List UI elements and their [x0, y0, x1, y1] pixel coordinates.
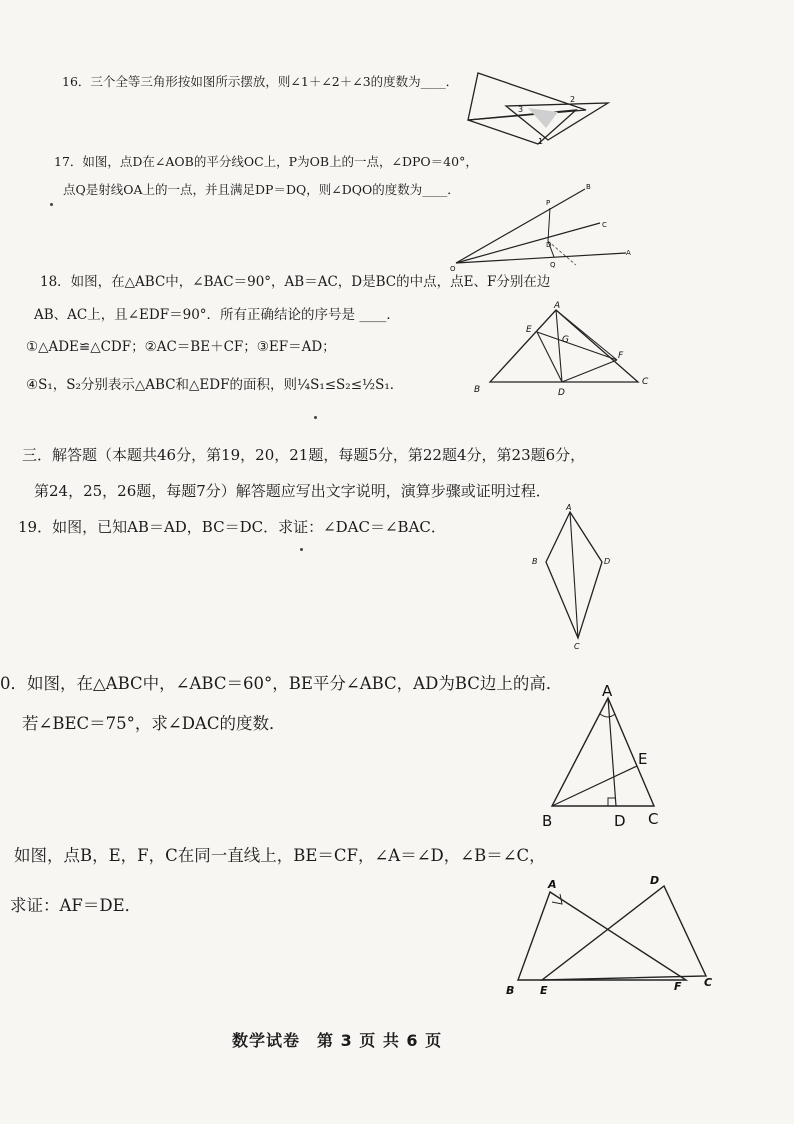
- q20-angle-arc: [600, 714, 615, 717]
- q17-label-B: B: [586, 183, 591, 191]
- speck: [300, 548, 303, 551]
- q21-label-B: B: [506, 984, 515, 997]
- q16-figure: [466, 68, 616, 148]
- q16-text: 16．三个全等三角形按如图所示摆放，则∠1＋∠2＋∠3的度数为____．: [62, 74, 459, 89]
- q21-label-E: E: [540, 984, 548, 997]
- q20-bisector-BE: [552, 766, 637, 806]
- q20-line1: 0．如图，在△ABC中，∠ABC＝60°，BE平分∠ABC，AD为BC边上的高．: [0, 674, 563, 693]
- q18-label-C: C: [642, 377, 649, 387]
- speck: [50, 203, 53, 206]
- q21-line2: 求证：AF＝DE．: [10, 896, 142, 915]
- q17-line2: 点Q是射线OA上的一点，并且满足DP＝DQ，则∠DQO的度数为____．: [63, 182, 460, 197]
- q21-triangle-DEC: [542, 886, 706, 980]
- q18-label-F: F: [618, 351, 624, 361]
- speck: [314, 416, 317, 419]
- q18-line3: ①△ADE≌△CDF；②AC＝BE＋CF；③EF＝AD；: [26, 339, 336, 355]
- q17-label-Q: Q: [550, 261, 556, 269]
- q19-diagonal-AC: [570, 512, 578, 638]
- q19-text: 19．如图，已知AB＝AD，BC＝DC．求证：∠DAC＝∠BAC．: [18, 518, 446, 536]
- q20-label-E: E: [638, 750, 648, 768]
- q16-triangle-3: [468, 110, 576, 144]
- page-footer: 数学试卷 第 3 页 共 6 页: [232, 1031, 443, 1050]
- q18-label-E: E: [526, 325, 532, 335]
- q21-label-A: A: [548, 878, 557, 891]
- q17-segment-PD: [548, 208, 550, 241]
- q18-label-B: B: [474, 385, 481, 395]
- q17-label-P: P: [546, 199, 551, 207]
- q17-label-A: A: [626, 249, 631, 257]
- q17-line1: 17．如图，点D在∠AOB的平分线OC上，P为OB上的一点，∠DPO＝40°，: [54, 154, 478, 169]
- q20-label-B: B: [542, 812, 553, 830]
- q19-label-B: B: [532, 557, 538, 566]
- q20-right-angle: [608, 798, 616, 806]
- q18-segment-FD: [562, 360, 617, 382]
- q21-triangle-ABF: [518, 892, 686, 980]
- q17-ray-OB: [456, 189, 585, 263]
- q18-line4: ④S₁，S₂分别表示△ABC和△EDF的面积，则¼S₁≤S₂≤½S₁．: [26, 377, 404, 393]
- q17-label-C: C: [602, 221, 607, 229]
- q16-shaded: [528, 108, 558, 128]
- q20-line2: 若∠BEC＝75°，求∠DAC的度数．: [22, 714, 286, 733]
- q17-ray-OA: [456, 253, 626, 263]
- q21-label-C: C: [704, 976, 713, 989]
- q18-triangle-ABC: [490, 310, 638, 382]
- q16-label-3: 3: [518, 105, 524, 114]
- q20-figure: [536, 682, 666, 832]
- section3-line1: 三．解答题（本题共46分，第19，20，21题，每题5分，第22题4分，第23题6分，: [22, 446, 586, 464]
- q16-label-2: 2: [570, 95, 576, 104]
- q19-label-C: C: [574, 642, 580, 651]
- q18-line1: 18．如图，在△ABC中，∠BAC＝90°，AB＝AC，D是BC的中点，点E、F分别在边: [40, 274, 551, 290]
- q20-label-C: C: [648, 810, 659, 828]
- q20-label-D: D: [614, 812, 626, 830]
- q19-figure: [530, 502, 620, 652]
- q21-figure: [500, 870, 720, 1000]
- q21-label-F: F: [674, 980, 682, 993]
- q19-label-A: A: [566, 503, 572, 512]
- q17-label-D: D: [546, 241, 552, 249]
- q17-label-O: O: [450, 265, 456, 273]
- q16-triangle-1: [468, 73, 586, 120]
- q18-figure: [472, 302, 657, 397]
- q17-figure: [450, 183, 640, 273]
- q21-angle-mark-A: [552, 894, 562, 904]
- q18-line2: AB、AC上，且∠EDF＝90°．所有正确结论的序号是 ____．: [34, 307, 400, 323]
- q18-label-A: A: [554, 301, 561, 311]
- q20-label-A: A: [602, 682, 613, 700]
- q19-label-D: D: [604, 557, 611, 566]
- section3-line2: 第24，25，26题，每题7分）解答题应写出文字说明，演算步骤或证明过程．: [34, 482, 551, 500]
- q21-line1: 如图，点B，E，F，C在同一直线上，BE＝CF，∠A＝∠D，∠B＝∠C，: [14, 846, 546, 865]
- q16-label-1: 1: [538, 137, 544, 146]
- q18-label-D: D: [558, 388, 565, 398]
- q17-ray-OC: [456, 223, 600, 263]
- q21-label-D: D: [650, 874, 660, 887]
- q18-label-G: G: [562, 335, 569, 345]
